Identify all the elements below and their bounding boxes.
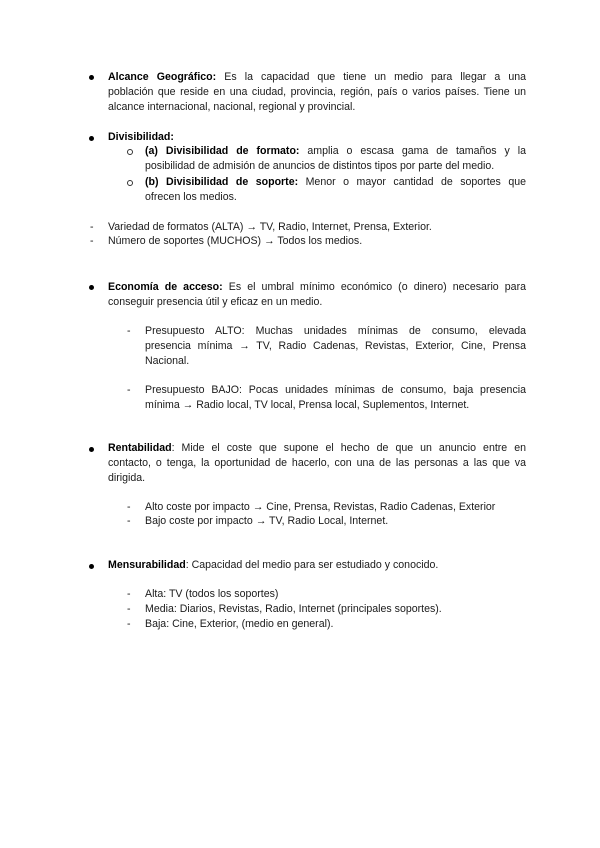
term-economia: Economía de acceso: <box>108 281 223 293</box>
term-rentabilidad: Rentabilidad <box>108 442 172 454</box>
dash-marker: - <box>127 618 131 630</box>
section-alcance: Alcance Geográfico: Es la capacidad que tiene un medio para llegar a una población que reside en una ciudad, provincia, región, país o varios países. Tiene un alcance internacional, nacional, regional y provincial. <box>108 71 526 114</box>
dash-marker: - <box>127 515 131 527</box>
dash-marker: - <box>127 325 131 337</box>
dash-marker: - <box>127 501 131 513</box>
sub-divisibilidad-soporte: (b) Divisibilidad de soporte: Menor o mayor cantidad de soportes que ofrecen los medios. <box>145 176 526 204</box>
list-item-bajo-coste: Bajo coste por impacto → TV, Radio Local, Internet. <box>145 515 389 527</box>
section-mensurabilidad: Mensurabilidad: Capacidad del medio para ser estudiado y conocido. <box>108 559 439 571</box>
bullet-divisibilidad <box>89 136 94 141</box>
bullet-alcance <box>89 75 94 80</box>
list-item-presupuesto-bajo: Presupuesto BAJO: Pocas unidades mínimas de consumo, baja presencia mínima → Radio local, TV local, Prensa local, Suplementos, Internet. <box>145 384 526 412</box>
term-mensurabilidad: Mensurabilidad <box>108 559 186 571</box>
term-alcance: Alcance Geográfico: <box>108 71 217 83</box>
bullet-rentabilidad <box>89 447 94 452</box>
bullet-mensurabilidad <box>89 564 94 569</box>
bullet-economia <box>89 285 94 290</box>
dash-marker: - <box>127 603 131 615</box>
list-item-alto-coste: Alto coste por impacto → Cine, Prensa, Revistas, Radio Cadenas, Exterior <box>145 501 496 513</box>
section-economia: Economía de acceso: Es el umbral mínimo económico (o dinero) necesario para conseguir presencia útil y eficaz en un medio. <box>108 281 526 309</box>
subbullet-formato <box>127 149 133 155</box>
sub-divisibilidad-formato: (a) Divisibilidad de formato: amplia o escasa gama de tamaños y la posibilidad de admisión de anuncios de distintos tipos por parte del medio. <box>145 145 526 173</box>
list-item-variedad: Variedad de formatos (ALTA) → TV, Radio, Internet, Prensa, Exterior. <box>108 221 432 233</box>
term-divisibilidad: Divisibilidad: <box>108 131 174 143</box>
dash-marker: - <box>90 221 94 233</box>
list-item-media: Media: Diarios, Revistas, Radio, Internet (principales soportes). <box>145 603 442 615</box>
dash-marker: - <box>127 384 131 396</box>
section-divisibilidad-title <box>108 130 174 145</box>
list-item-baja: Baja: Cine, Exterior, (medio en general). <box>145 618 334 630</box>
dash-marker: - <box>90 235 94 247</box>
list-item-presupuesto-alto: Presupuesto ALTO: Muchas unidades mínimas de consumo, elevada presencia mínima → TV, Radio Cadenas, Revistas, Exterior, Cine, Prensa Nacional. <box>145 325 526 368</box>
subbullet-soporte <box>127 180 133 186</box>
list-item-numero: Número de soportes (MUCHOS) → Todos los medios. <box>108 235 363 247</box>
dash-marker: - <box>127 588 131 600</box>
section-rentabilidad: Rentabilidad: Mide el coste que supone el hecho de que un anuncio entre en contacto, o tenga, la oportunidad de hacerlo, con una de las personas a las que va dirigida. <box>108 442 526 485</box>
list-item-alta: Alta: TV (todos los soportes) <box>145 588 279 600</box>
